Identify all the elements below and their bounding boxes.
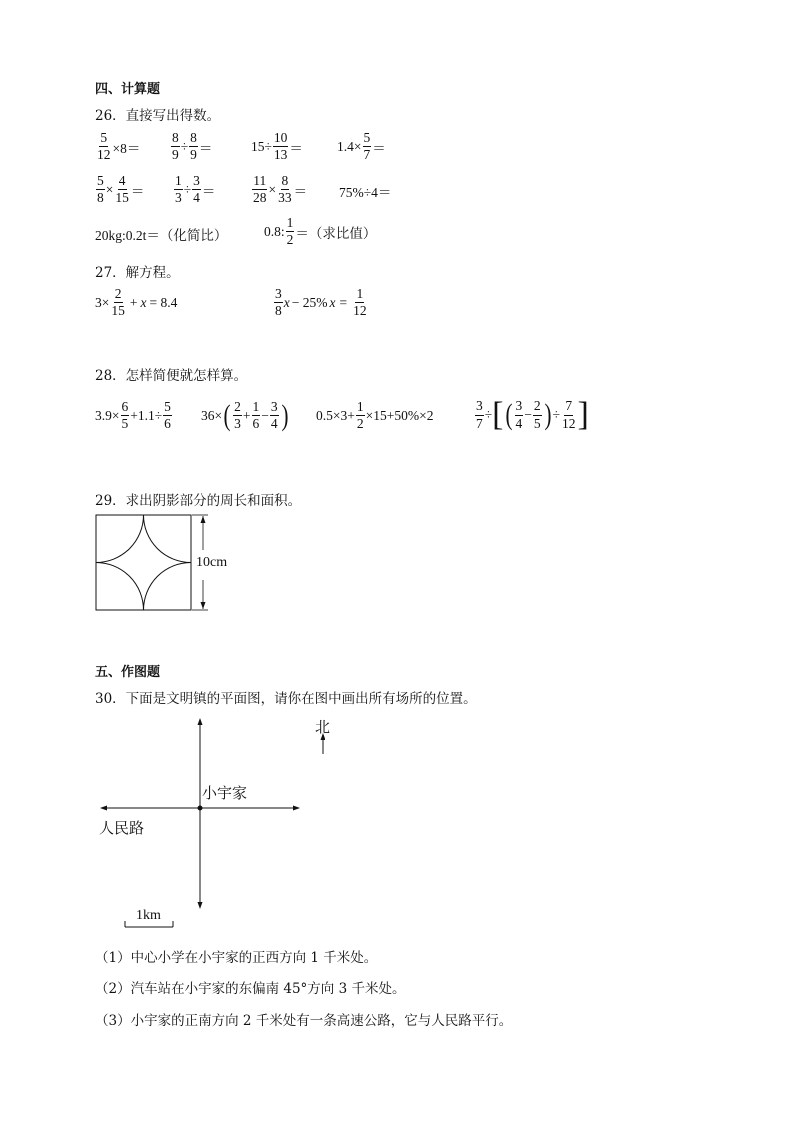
question-26-title: 26．直接写出得数。 (95, 108, 221, 124)
axis-arrow-down (198, 902, 203, 909)
q26-item-3: 15÷ $\frac{10}{13}$ ＝ (251, 130, 303, 163)
q28-expression-4: $\frac{3}{7}$ ÷ [ ( $\frac{3}{4}$ − $\frac{2}{5}$ ) ÷ $\frac{7}{12}$ ] (476, 396, 589, 433)
q26-item-10: 0.8: $\frac{1}{2}$ ＝（求比值） (264, 215, 377, 248)
road-label: 人民路 (99, 819, 145, 837)
q27-equation-1: 3× $\frac{2}{15}$ + x = 8.4 (95, 286, 178, 319)
north-label: 北 (315, 718, 331, 736)
section-title-calc: 四、计算题 (95, 82, 161, 97)
scale-label: 1km (136, 908, 161, 923)
q30-item-2: （2）汽车站在小宇家的东偏南 45°方向 3 千米处。 (95, 981, 406, 997)
q28-expression-3: 0.5×3+ $\frac{1}{2}$ ×15+50%×2 (316, 399, 434, 432)
q27-equation-2: $\frac{3}{8}$ x − 25% x = $\frac{1}{12}$ (275, 286, 367, 319)
q26-item-6: $\frac{1}{3}$ ÷ $\frac{3}{4}$ ＝ (175, 173, 216, 206)
question-28-title: 28．怎样简便就怎样算。 (95, 368, 248, 384)
q30-item-1: （1）中心小学在小宇家的正西方向 1 千米处。 (95, 950, 378, 966)
q26-item-5: $\frac{5}{8}$ × $\frac{4}{15}$ ＝ (97, 173, 145, 206)
q26-item-1: $\frac{5}{12}$ ×8＝ (97, 130, 141, 163)
dimension-label: 10cm (196, 555, 228, 570)
q26-item-2: $\frac{8}{9}$ ÷ $\frac{8}{9}$ ＝ (172, 130, 213, 163)
axis-arrow-up (198, 718, 203, 725)
q26-item-7: $\frac{11}{28}$ × $\frac{8}{33}$ ＝ (253, 173, 308, 206)
question-27-title: 27．解方程。 (95, 265, 180, 281)
home-label: 小宇家 (202, 784, 248, 802)
q26-item-9: 20kg:0.2t＝（化简比） (95, 228, 228, 243)
concave-star-arcs (96, 515, 191, 610)
home-point (198, 806, 203, 811)
question-30-title: 30．下面是文明镇的平面图，请你在图中画出所有场所的位置。 (95, 691, 477, 707)
road-arrow-left (100, 806, 107, 811)
q26-item-4: 1.4× $\frac{5}{7}$ ＝ (337, 130, 386, 163)
q26-item-8: 75%÷4＝ (339, 185, 392, 200)
q28-expression-2: 36× ( $\frac{2}{3}$ + $\frac{1}{6}$ − $\frac{3}{4}$ ) (201, 398, 289, 432)
dimension-arrow-up (201, 516, 206, 523)
road-arrow-right (293, 806, 300, 811)
square-outline (96, 515, 191, 610)
q28-expression-1: 3.9× $\frac{6}{5}$ +1.1÷ $\frac{5}{6}$ (95, 399, 171, 432)
section-title-drawing: 五、作图题 (95, 665, 161, 680)
q30-item-3: （3）小宇家的正南方向 2 千米处有一条高速公路，它与人民路平行。 (95, 1013, 513, 1029)
question-29-title: 29．求出阴影部分的周长和面积。 (95, 493, 302, 509)
dimension-arrow-down (201, 602, 206, 609)
